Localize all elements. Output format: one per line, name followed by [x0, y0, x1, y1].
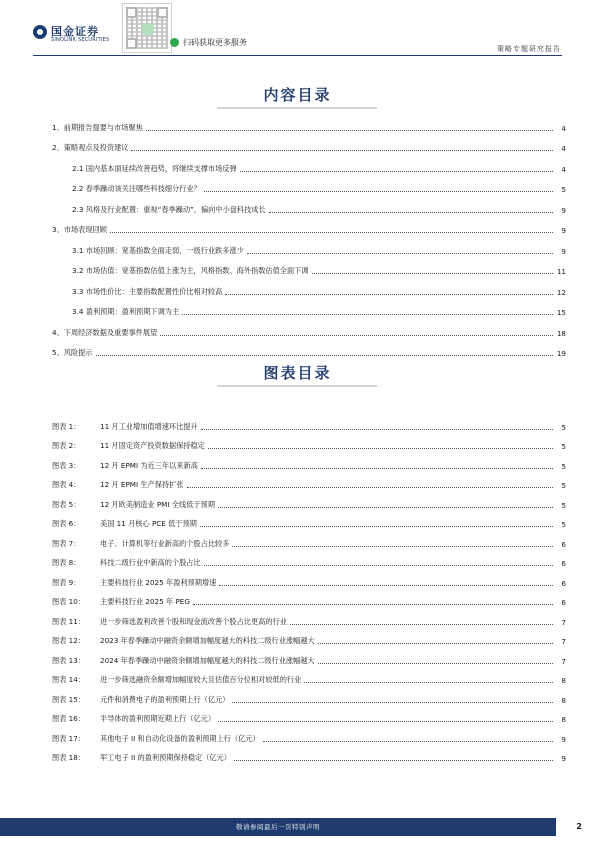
scan-for-services-text: 扫码获取更多服务 [183, 38, 247, 47]
toc-entry[interactable] [52, 133, 566, 154]
figure-entry-number: 图表 12： [52, 636, 85, 645]
toc-entry[interactable] [52, 112, 566, 133]
figure-entry-title: 主要科技行业 2025 年 PEG [100, 597, 190, 606]
figures-title: 图表目录 [263, 364, 332, 382]
figure-entry-title: 军工电子 II 的盈利预期保持稳定（亿元） [100, 753, 231, 762]
figure-entry[interactable] [52, 432, 566, 452]
toc-entry[interactable] [52, 153, 566, 174]
toc-entry-page: 9 [561, 226, 566, 235]
figure-entry-number: 图表 7： [52, 538, 81, 548]
figure-entry[interactable] [52, 549, 566, 569]
figure-entry-page: 5 [561, 422, 566, 432]
figure-entry-page: 6 [561, 559, 566, 568]
dot-leader [318, 643, 553, 644]
figure-entry-page: 5 [561, 442, 566, 451]
figure-entry-title: 电子、计算机等行业新高的个股占比较多 [100, 538, 230, 548]
figure-entry-page: 5 [561, 500, 566, 510]
dot-leader [182, 314, 553, 315]
figure-entry-number: 图表 8： [52, 558, 81, 567]
figure-entry-title: 进一步筛选盈利改善个股和现金流改善个股占比更高的行业 [100, 616, 287, 626]
figure-entry-page: 7 [561, 656, 566, 666]
figure-entry[interactable] [52, 724, 566, 744]
figure-entry-number: 图表 4： [52, 480, 81, 489]
figure-entry[interactable] [52, 529, 566, 549]
figure-entry-number: 图表 9： [52, 577, 81, 587]
dot-leader [312, 273, 553, 274]
report-type-label: 策略专题研究报告 [497, 45, 561, 53]
toc-entry-title: 2.1 国内基本面延续改善趋势，将继续支撑市场反弹 [72, 163, 237, 173]
figure-entry[interactable] [52, 744, 566, 764]
dot-leader [160, 335, 553, 336]
figure-entry-page: 6 [561, 539, 566, 549]
figure-entry[interactable] [52, 607, 566, 627]
figure-entry-title: 12 月 EPMI 生产保持扩张 [100, 480, 184, 489]
toc-entry-page: 18 [556, 328, 566, 338]
toc-entry-page: 19 [556, 349, 566, 358]
figures-title-underline [217, 385, 377, 387]
figure-entry-number: 图表 16： [52, 714, 85, 723]
toc-entry[interactable] [52, 317, 566, 338]
figure-entry-number: 图表 1： [52, 421, 81, 431]
toc-entry-title: 3.2 市场估值：宽基指数估值上涨为主，风格指数、海外指数估值全面下调 [72, 266, 309, 275]
table-of-contents [52, 112, 566, 358]
dot-leader [219, 585, 553, 586]
dot-leader [201, 429, 553, 430]
dot-leader [201, 468, 553, 469]
toc-entry[interactable] [52, 297, 566, 318]
dot-leader [208, 448, 553, 449]
figure-entry[interactable] [52, 490, 566, 510]
figure-entry-title: 半导体的盈利预期近期上行（亿元） [100, 714, 216, 723]
logo-english-name: SINOLINK SECURITIES [51, 37, 110, 43]
figure-entry-title: 11 月固定资产投资数据保持稳定 [100, 441, 205, 450]
toc-entry-title: 3、市场表现回顾 [52, 225, 107, 234]
dot-leader [247, 253, 553, 254]
toc-entry-page: 12 [556, 287, 566, 297]
dot-leader [232, 702, 553, 703]
figure-entry-page: 9 [561, 734, 566, 744]
figure-entry[interactable] [52, 451, 566, 471]
toc-entry[interactable] [52, 194, 566, 215]
figure-entry-title: 12 月欧美制造业 PMI 全线低于预期 [100, 499, 215, 509]
dot-leader [146, 130, 553, 131]
toc-entry-title: 1、前期报告提要与市场聚焦 [52, 122, 143, 132]
toc-entry-page: 4 [561, 164, 566, 174]
dot-leader [263, 741, 553, 742]
toc-entry[interactable] [52, 174, 566, 195]
figure-entry-number: 图表 14： [52, 675, 85, 684]
figure-entry-page: 5 [561, 520, 566, 529]
dot-leader [225, 294, 553, 295]
toc-entry-title: 2、策略观点及投资建议 [52, 143, 129, 152]
figure-entry-title: 其他电子 II 和自动化设备的盈利预期上行（亿元） [100, 733, 260, 743]
toc-entry-page: 15 [556, 308, 566, 317]
list-of-figures [52, 412, 566, 763]
figure-entry[interactable] [52, 510, 566, 530]
dot-leader [240, 171, 553, 172]
figure-entry-number: 图表 17： [52, 733, 85, 743]
figure-entry-number: 图表 18： [52, 753, 85, 762]
figure-entry-page: 7 [561, 637, 566, 646]
toc-entry-title: 4、下周经济数据及重要事件展望 [52, 327, 158, 337]
figure-entry-page: 6 [561, 598, 566, 607]
toc-entry-title: 3.3 市场性价比：主要指数配置性价比相对较高 [72, 286, 223, 296]
figure-entry-number: 图表 5： [52, 499, 81, 509]
toc-entry-title: 3.1 市场回顾：宽基指数全面走弱，一级行业跌多涨少 [72, 245, 244, 255]
figure-entry[interactable] [52, 705, 566, 725]
figure-entry[interactable] [52, 666, 566, 686]
figure-entry-title: 进一步筛选融资余额增加幅度较大且估值百分位相对较低的行业 [100, 675, 302, 684]
dot-leader [187, 487, 553, 488]
figure-entry-title: 科技二级行业中新高的个股占比 [100, 558, 201, 567]
dot-leader [269, 212, 553, 213]
footer-disclaimer-notice: 敬请参阅最后一页特别声明 [236, 823, 320, 831]
figure-entry-number: 图表 6： [52, 519, 81, 528]
toc-entry-page: 4 [561, 144, 566, 153]
figure-entry-page: 8 [561, 695, 566, 705]
dot-leader [110, 232, 553, 233]
toc-entry-page: 5 [561, 185, 566, 194]
dot-leader [193, 604, 553, 605]
figure-entry-title: 2023 年春季躁动中融资余额增加幅度越大的科技二级行业涨幅越大 [100, 636, 315, 645]
toc-title-underline [217, 107, 377, 109]
figure-entry-page: 5 [561, 481, 566, 490]
figure-entry-title: 美国 11 月核心 PCE 低于预期 [100, 519, 197, 528]
toc-entry-title: 3.4 盈利预期：盈利预期下调为主 [72, 307, 180, 316]
toc-entry[interactable] [52, 215, 566, 236]
logo-chinese-name: 国金证券 [51, 25, 99, 38]
figure-entry[interactable] [52, 627, 566, 647]
toc-entry-title: 2.2 春季躁动该关注哪些科技细分行业？ [72, 184, 201, 193]
figure-entry-number: 图表 13： [52, 655, 85, 665]
figure-entry-page: 8 [561, 676, 566, 685]
dot-leader [234, 760, 553, 761]
dot-leader [204, 191, 553, 192]
toc-entry-title: 2.3 风格及行业配置：重视“春季躁动”，偏向中小盘科技成长 [72, 204, 266, 214]
toc-entry-page: 11 [556, 267, 566, 276]
figure-entry-number: 图表 10： [52, 597, 85, 606]
dot-leader [290, 624, 553, 625]
figure-entry-title: 主要科技行业 2025 年盈利预期增速 [100, 577, 217, 587]
dot-leader [218, 507, 553, 508]
toc-title: 内容目录 [263, 86, 332, 104]
page-header [0, 0, 595, 58]
dot-leader [96, 355, 553, 356]
figure-entry[interactable] [52, 646, 566, 666]
header-divider [33, 55, 562, 56]
dot-leader [318, 663, 553, 664]
figure-entry-page: 9 [561, 754, 566, 763]
scan-badge-icon [170, 38, 179, 47]
toc-entry-page: 9 [561, 246, 566, 256]
toc-entry-page: 9 [561, 205, 566, 215]
figure-entry[interactable] [52, 568, 566, 588]
figure-entry-number: 图表 2： [52, 441, 81, 450]
dot-leader [204, 565, 553, 566]
toc-entry[interactable] [52, 256, 566, 277]
figure-entry-page: 5 [561, 461, 566, 471]
figure-entry[interactable] [52, 412, 566, 432]
toc-entry-title: 5、风险提示 [52, 348, 93, 357]
figure-entry-title: 12 月 EPMI 为近三年以来新高 [100, 460, 198, 470]
dot-leader [218, 721, 553, 722]
figure-entry-title: 2024 年春季躁动中融资余额增加幅度越大的科技二级行业涨幅越大 [100, 655, 315, 665]
dot-leader [304, 682, 553, 683]
figure-entry-page: 6 [561, 578, 566, 588]
toc-entry-page: 4 [561, 123, 566, 133]
toc-entry[interactable] [52, 338, 566, 359]
qr-code-icon[interactable] [122, 3, 172, 53]
figure-entry[interactable] [52, 588, 566, 608]
figure-entry[interactable] [52, 471, 566, 491]
dot-leader [232, 546, 553, 547]
figure-entry-number: 图表 11： [52, 616, 85, 626]
toc-entry[interactable] [52, 235, 566, 256]
figure-entry-number: 图表 3： [52, 460, 81, 470]
figure-entry[interactable] [52, 685, 566, 705]
figure-entry-number: 图表 15： [52, 694, 85, 704]
toc-entry[interactable] [52, 276, 566, 297]
figure-entry-page: 8 [561, 715, 566, 724]
figure-entry-title: 元件和消费电子的盈利预期上行（亿元） [100, 694, 230, 704]
figure-entry-page: 7 [561, 617, 566, 627]
page-number: 2 [576, 822, 582, 831]
dot-leader [200, 526, 553, 527]
figure-entry-title: 11 月工业增加值增速环比提升 [100, 421, 198, 431]
dot-leader [131, 150, 553, 151]
sinolink-logo-icon [33, 25, 47, 39]
